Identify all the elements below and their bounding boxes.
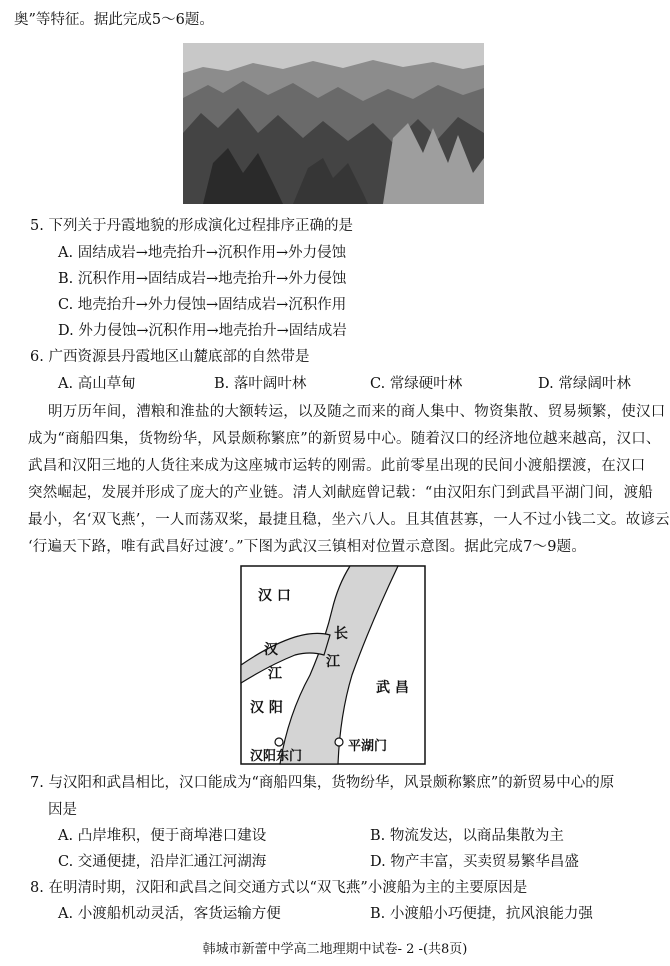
q5-option-c: C. 地壳抬升→外力侵蚀→固结成岩→沉积作用 (58, 297, 347, 313)
passage-line-1: 明万历年间，漕粮和淮盐的大额转运，以及随之而来的商人集中、物资集散、贸易频繁，使汉口 (48, 404, 666, 420)
page-footer: 韩城市新蕾中学高二地理期中试卷- 2 -(共8页) (202, 942, 468, 957)
q6-stem: 6. 广西资源县丹霞地区山麓底部的自然带是 (30, 349, 310, 365)
label-han: 汉 (264, 642, 278, 658)
label-chang: 长 (334, 626, 348, 642)
pinghu-gate-marker (335, 738, 343, 746)
q6-option-b: B. 落叶阔叶林 (214, 376, 307, 392)
q8-option-a: A. 小渡船机动灵活，客货运输方便 (58, 906, 281, 922)
label-pinghu-gate: 平湖门 (348, 739, 388, 754)
intro-tail: 奥”等特征。据此完成5～6题。 (14, 12, 214, 28)
label-hanyang: 汉 阳 (250, 700, 283, 716)
wuhan-three-towns-map (240, 565, 426, 765)
danxia-photo-graphic (183, 43, 484, 204)
passage-line-5: 最小，名‘双飞燕’，一人而荡双桨，最捷且稳，坐六八人。且其值甚寡，一人不过小钱二文。故谚云 (28, 512, 670, 528)
q7-stem-line-1: 7. 与汉阳和武昌相比，汉口能成为“商船四集，货物纷华，风景颇称繁庶”的新贸易中心的原 (30, 775, 615, 791)
q7-option-c: C. 交通便捷，沿岸汇通江河湖海 (58, 854, 267, 870)
label-jiang-han: 江 (268, 666, 282, 682)
q6-option-a: A. 高山草甸 (58, 376, 136, 392)
passage-line-4: 突然崛起，发展并形成了庞大的产业链。清人刘献庭曾记载：“由汉阳东门到武昌平湖门间，渡船 (28, 485, 654, 501)
passage-line-2: 成为“商船四集，货物纷华，风景颇称繁庶”的新贸易中心。随着汉口的经济地位越来越高，汉口、 (28, 431, 661, 447)
label-hanyang-east-gate: 汉阳东门 (250, 749, 303, 764)
passage-line-3: 武昌和汉阳三地的人货往来成为这座城市运转的刚需。此前零星出现的民间小渡船摆渡，在汉口 (28, 458, 646, 474)
q7-option-b: B. 物流发达，以商品集散为主 (370, 828, 564, 844)
q8-stem: 8. 在明清时期，汉阳和武昌之间交通方式以“双飞燕”小渡船为主的主要原因是 (30, 880, 528, 896)
q7-option-d: D. 物产丰富，买卖贸易繁华昌盛 (370, 854, 579, 870)
label-hankou: 汉 口 (258, 588, 291, 604)
q5-option-a: A. 固结成岩→地壳抬升→沉积作用→外力侵蚀 (58, 245, 347, 261)
passage-line-6: ‘行遍天下路，唯有武昌好过渡’。”下图为武汉三镇相对位置示意图。据此完成7～9题。 (28, 539, 587, 555)
q6-option-c: C. 常绿硬叶林 (370, 376, 463, 392)
label-wuchang: 武 昌 (376, 680, 409, 696)
q6-option-d: D. 常绿阔叶林 (538, 376, 631, 392)
q5-option-b: B. 沉积作用→固结成岩→地壳抬升→外力侵蚀 (58, 271, 347, 287)
danxia-landform-photo (183, 43, 484, 204)
q7-stem-line-2: 因是 (48, 802, 77, 818)
q5-option-d: D. 外力侵蚀→沉积作用→地壳抬升→固结成岩 (58, 323, 347, 339)
label-jiang-chang: 江 (326, 654, 340, 670)
q8-option-b: B. 小渡船小巧便捷，抗风浪能力强 (370, 906, 593, 922)
q5-stem: 5. 下列关于丹霞地貌的形成演化过程排序正确的是 (30, 218, 353, 234)
q7-option-a: A. 凸岸堆积，便于商埠港口建设 (58, 828, 267, 844)
